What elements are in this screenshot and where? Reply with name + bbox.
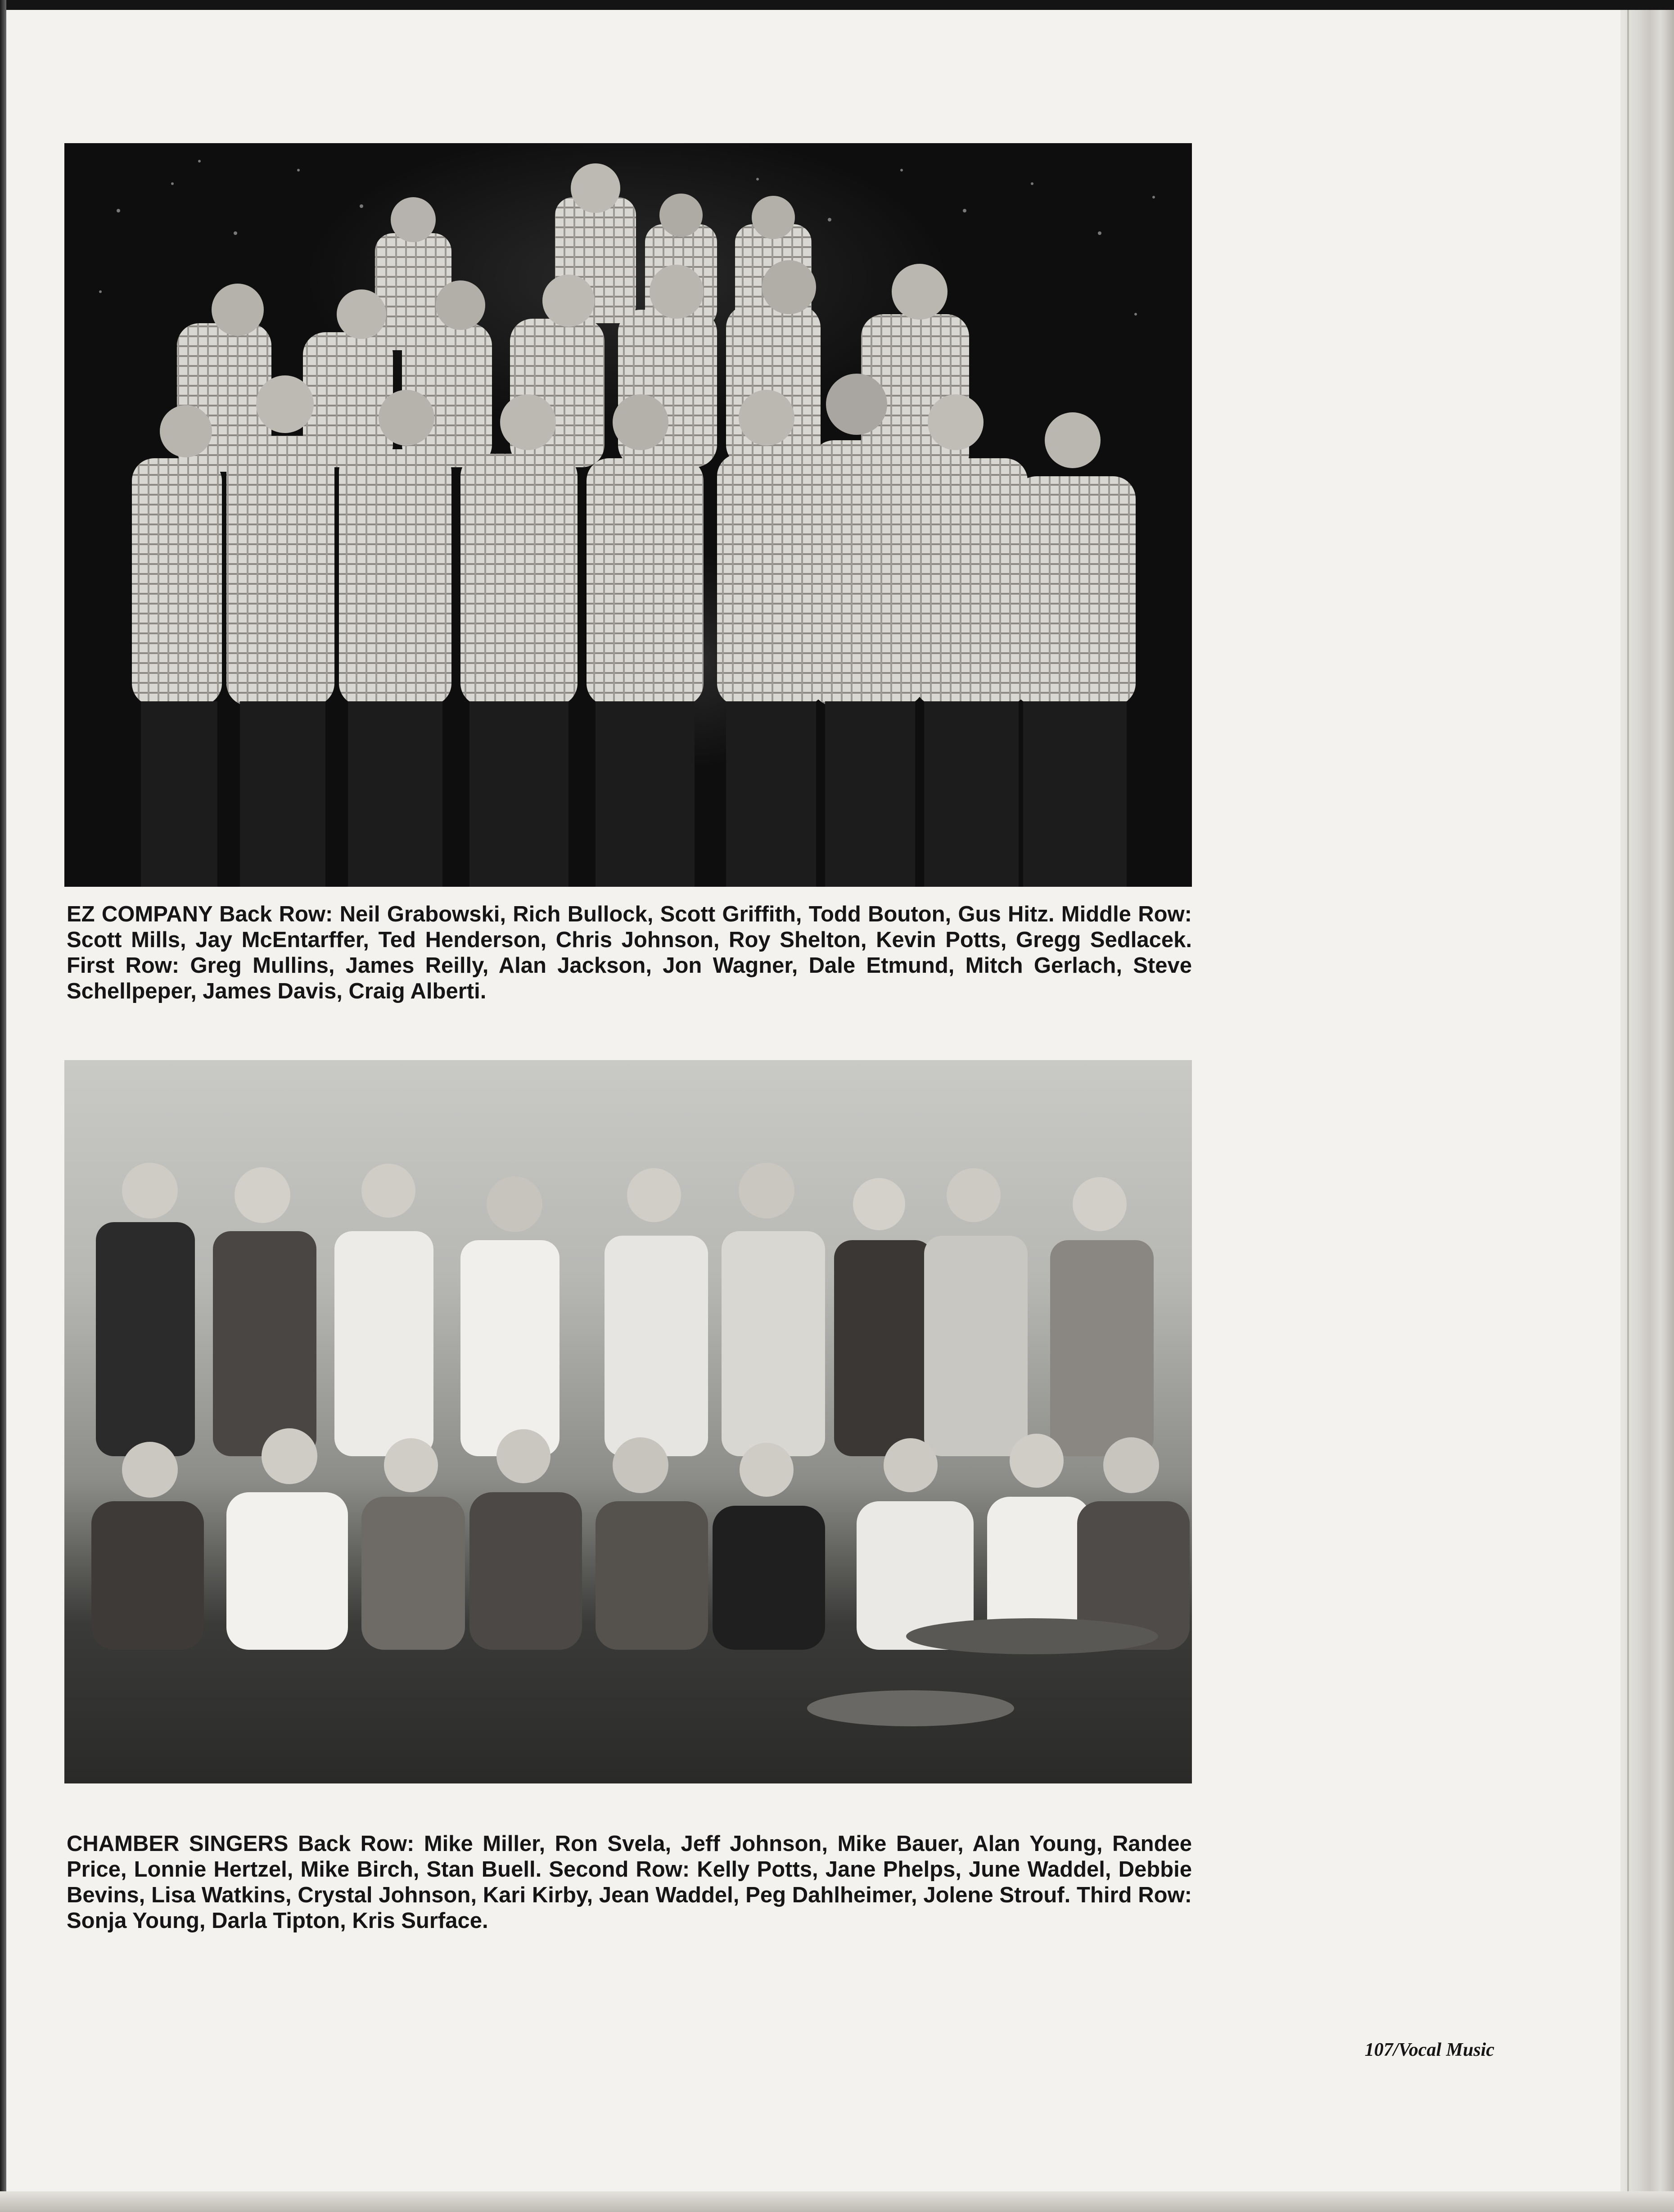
chamber-singers-photo <box>64 1060 1192 1783</box>
chamber-singers-caption <box>67 1831 1192 1934</box>
ez-company-photo-figures <box>64 143 1192 887</box>
ez-company-group-name: EZ COMPANY <box>67 902 212 926</box>
chamber-singers-photo-figures <box>64 1060 1192 1783</box>
page-fold-line <box>1627 10 1629 2212</box>
chamber-singers-names: Back Row: Mike Miller, Ron Svela, Jeff Johnson, Mike Bauer, Alan Young, Randee Price, Lonnie Hertzel, Mike Birch, Stan Buell. Second Row: Kelly Potts, Jane Phelps, June Waddel, Debbie Bevins, Lisa Watkins, Crystal Johnson, Kari Kirby, Jean Waddel, Peg Dahlheimer, Jolene Strouf. Third Row: Sonja Young, Darla Tipton, Kris Surface. <box>67 1832 1192 1933</box>
ez-company-names: Back Row: Neil Grabowski, Rich Bullock, Scott Griffith, Todd Bouton, Gus Hitz. Middle Row: Scott Mills, Jay McEntarffer, Ted Henderson, Chris Johnson, Roy Shelton, Kevin Potts, Gregg Sedlacek. First Row: Greg Mullins, James Reilly, Alan Jackson, Jon Wagner, Dale Etmund, Mitch Gerlach, Steve Schellpeper, James Davis, Craig Alberti. <box>67 902 1192 1003</box>
ez-company-caption <box>67 902 1192 1004</box>
ez-company-photo <box>64 143 1192 887</box>
page-folio: 107/Vocal Music <box>1364 2040 1494 2060</box>
page-bottom-edge <box>0 2191 1674 2212</box>
scan-top-border <box>0 0 1674 10</box>
chamber-singers-group-name: CHAMBER SINGERS <box>67 1832 289 1856</box>
scan-left-border <box>0 0 6 2212</box>
